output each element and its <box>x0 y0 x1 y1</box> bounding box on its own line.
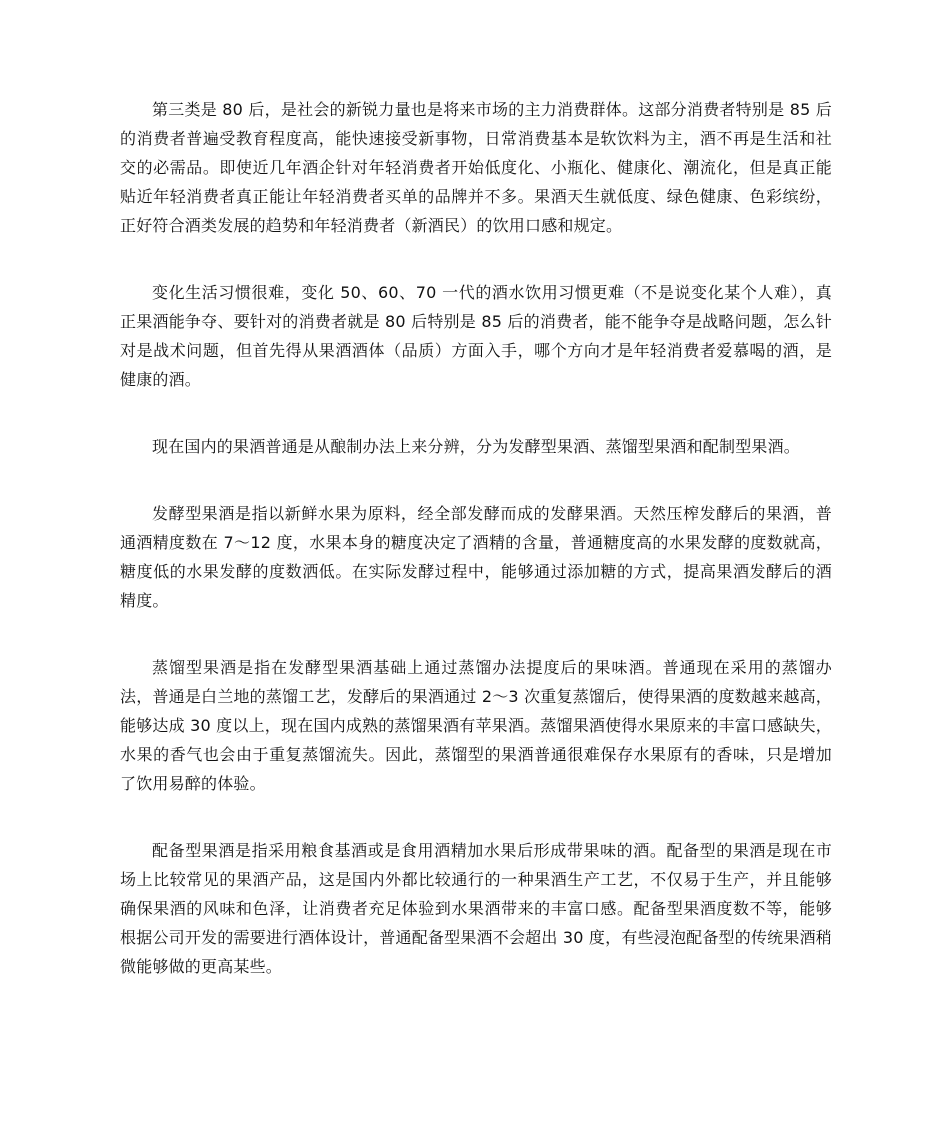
paragraph-distilled-fruit-wine: 蒸馏型果酒是指在发酵型果酒基础上通过蒸馏办法提度后的果味酒。普通现在采用的蒸馏办法，普通是白兰地的蒸馏工艺，发酵后的果酒通过 2～3 次重复蒸馏后，使得果酒的度数越来越高，能够达成 30 度以上，现在国内成熟的蒸馏果酒有苹果酒。蒸馏果酒使得水果原来的丰富口感缺失，水果的香气也会由于重复蒸馏流失。因此，蒸馏型的果酒普通很难保存水果原有的香味，只是增加了饮用易醉的体验。 <box>120 658 832 793</box>
paragraph-blended-fruit-wine: 配备型果酒是指采用粮食基酒或是食用酒精加水果后形成带果味的酒。配备型的果酒是现在市场上比较常见的果酒产品，这是国内外都比较通行的一种果酒生产工艺，不仅易于生产，并且能够确保果酒的风味和色泽，让消费者充足体验到水果酒带来的丰富口感。配备型果酒度数不等，能够根据公司开发的需要进行酒体设计，普通配备型果酒不会超出 30 度，有些浸泡配备型的传统果酒稍微能够做的更高某些。 <box>120 841 832 976</box>
paragraph-fruit-wine-types: 现在国内的果酒普通是从酿制办法上来分辨，分为发酵型果酒、蒸馏型果酒和配制型果酒。 <box>152 437 801 456</box>
paragraph-post80-consumers: 第三类是 80 后，是社会的新锐力量也是将来市场的主力消费群体。这部分消费者特别是 85 后的消费者普遍受教育程度高，能快速接受新事物，日常消费基本是软饮料为主，酒不再是生活和社交的必需品。即使近几年酒企针对年轻消费者开始低度化、小瓶化、健康化、潮流化，但是真正能贴近年轻消费者真正能让年轻消费者买单的品牌并不多。果酒天生就低度、绿色健康、色彩缤纷，正好符合酒类发展的趋势和年轻消费者（新酒民）的饮用口感和规定。 <box>120 100 832 235</box>
paragraph-drinking-habits: 变化生活习惯很难，变化 50、60、70 一代的酒水饮用习惯更难（不是说变化某个人难），真正果酒能争夺、要针对的消费者就是 80 后特别是 85 后的消费者，能不能争夺是战略问题，怎么针对是战术问题，但首先得从果酒酒体（品质）方面入手，哪个方向才是年轻消费者爱慕喝的酒，是健康的酒。 <box>120 283 832 389</box>
document-body <box>120 95 832 1019</box>
paragraph-fermented-fruit-wine: 发酵型果酒是指以新鲜水果为原料，经全部发酵而成的发酵果酒。天然压榨发酵后的果酒，普通酒精度数在 7～12 度，水果本身的糖度决定了酒精的含量，普通糖度高的水果发酵的度数就高，糖度低的水果发酵的度数洒低。在实际发酵过程中，能够通过添加糖的方式，提高果酒发酵后的酒精度。 <box>120 504 832 610</box>
